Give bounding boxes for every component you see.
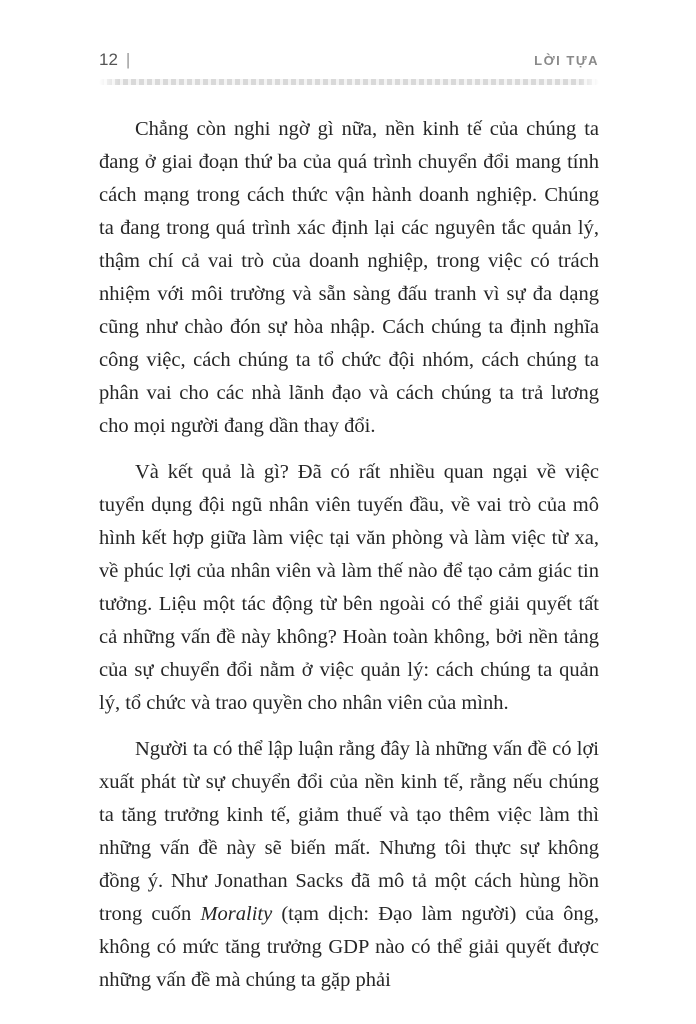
page-number: 12: [99, 50, 118, 69]
paragraph-2: Và kết quả là gì? Đã có rất nhiều quan ngại về việc tuyển dụng đội ngũ nhân viên tuyến đầu, về vai trò của mô hình kết hợp giữa làm việc tại văn phòng và làm việc từ xa, về phúc lợi của nhân viên và làm thế nào để tạo cảm giác tin tưởng. Liệu một tác động từ bên ngoài có thể giải quyết tất cả những vấn đề này không? Hoàn toàn không, bởi nền tảng của sự chuyển đổi nằm ở việc quản lý: cách chúng ta quản lý, tổ chức và trao quyền cho nhân viên của mình.: [99, 461, 599, 714]
paragraph-3-text-before: Người ta có thể lập luận rằng đây là những vấn đề có lợi xuất phát từ sự chuyển đổi của nền kinh tế, rằng nếu chúng ta tăng trưởng kinh tế, giảm thuế và tạo thêm việc làm thì những vấn đề này sẽ biến mất. Nhưng tôi thực sự không đồng ý. Như Jonathan Sacks đã mô tả một cách hùng hồn trong cuốn: [99, 738, 599, 925]
page-number-group: [99, 50, 130, 70]
book-title-morality: Morality: [200, 903, 273, 925]
page-header: [99, 50, 599, 70]
header-divider-ornament: [99, 79, 599, 85]
paragraph-1: Chẳng còn nghi ngờ gì nữa, nền kinh tế của chúng ta đang ở giai đoạn thứ ba của quá trình chuyển đổi mang tính cách mạng trong cách thức vận hành doanh nghiệp. Chúng ta đang trong quá trình xác định lại các nguyên tắc quản lý, thậm chí cả vai trò của doanh nghiệp, trong việc có trách nhiệm với môi trường và sẵn sàng đấu tranh vì sự đa dạng cũng như chào đón sự hòa nhập. Cách chúng ta định nghĩa công việc, cách chúng ta tổ chức đội nhóm, cách chúng ta phân vai cho các nhà lãnh đạo và cách chúng ta trả lương cho mọi người đang dần thay đổi.: [99, 118, 599, 437]
header-separator: |: [125, 50, 131, 69]
paragraph-3: [99, 733, 599, 997]
page-body: [99, 113, 599, 997]
section-title: LỜI TỰA: [534, 53, 599, 68]
paragraph-3-text-after: (tạm dịch: Đạo làm người) của ông, không có mức tăng trưởng GDP nào có thể giải quyết được những vấn đề mà chúng ta gặp phải: [99, 903, 600, 991]
